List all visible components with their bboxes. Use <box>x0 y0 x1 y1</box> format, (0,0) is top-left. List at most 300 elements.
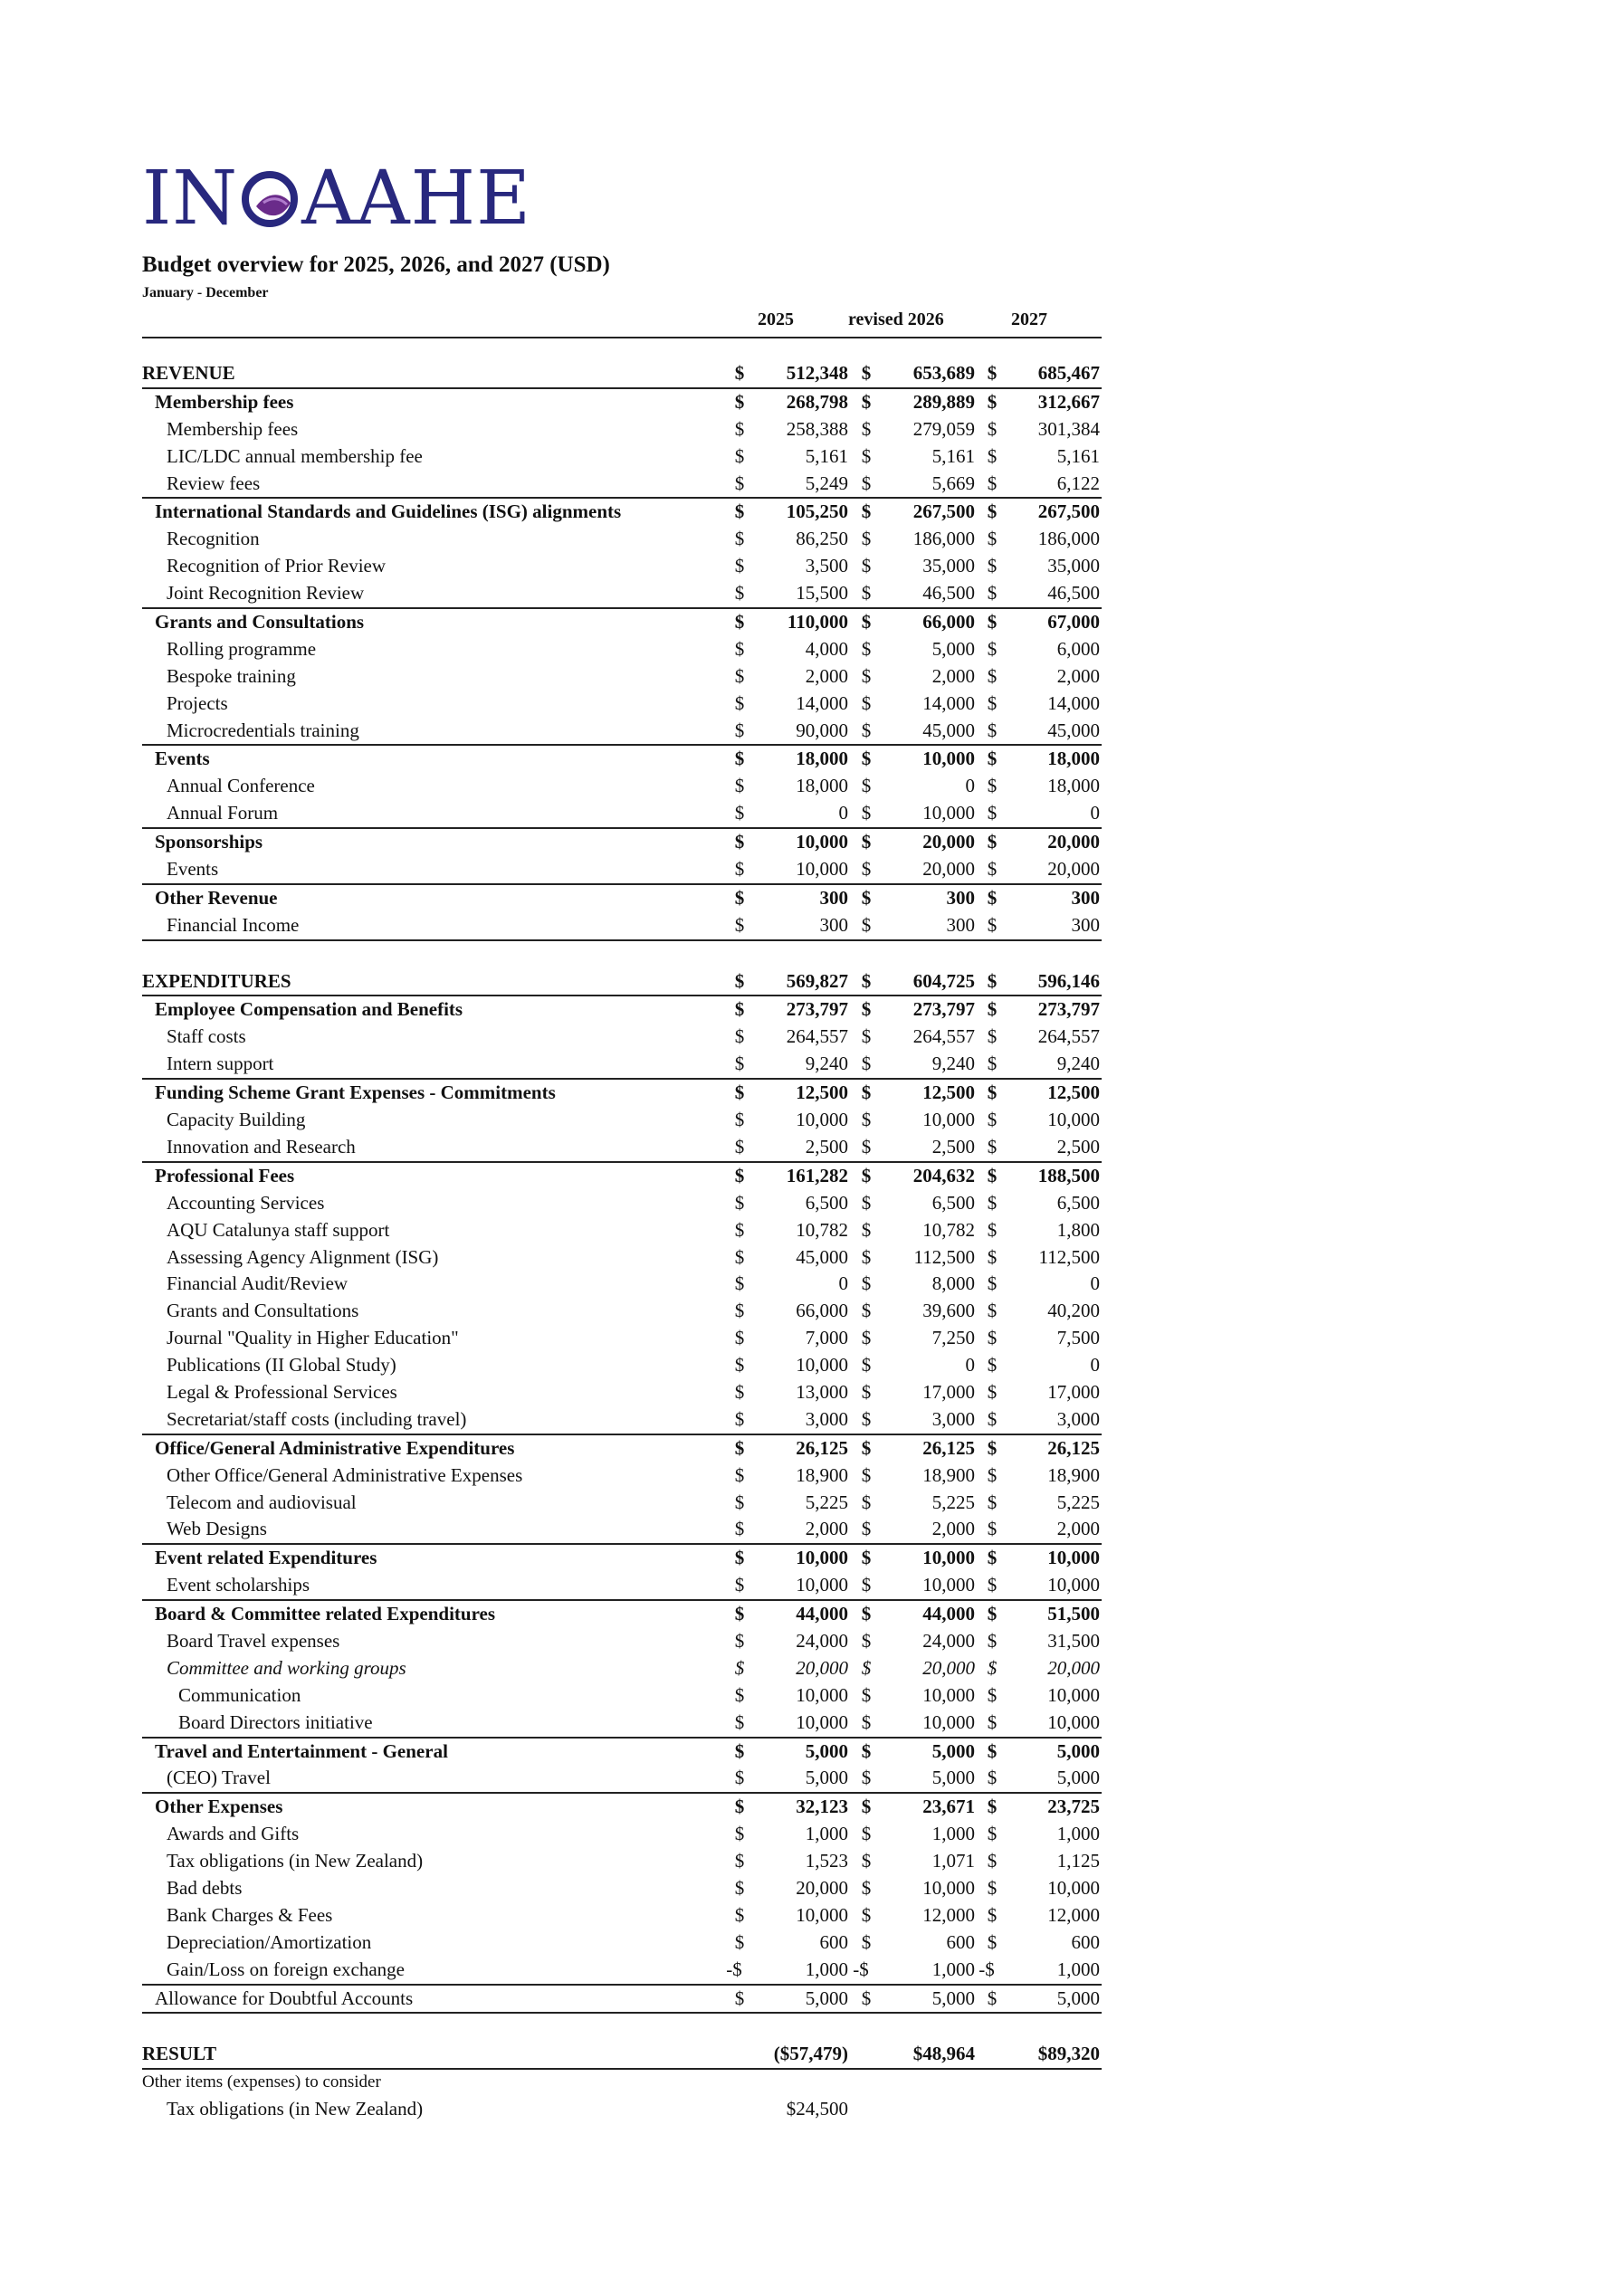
amount-cell: 18,900 <box>1047 1463 1100 1486</box>
amount-cell: 105,250 <box>786 500 848 523</box>
row-label: Legal & Professional Services <box>167 1380 397 1403</box>
row-label: Publications (II Global Study) <box>167 1354 396 1377</box>
amount-cell: 10,000 <box>796 831 848 853</box>
currency-symbol: -$ <box>853 1958 869 1980</box>
amount-cell: 23,725 <box>1047 1796 1100 1818</box>
currency-symbol: $ <box>734 1903 745 1926</box>
amount-cell: 10,000 <box>1047 1876 1100 1899</box>
amount-cell: 14,000 <box>1047 691 1100 714</box>
amount-cell: 204,632 <box>912 1164 975 1186</box>
spacer-row <box>142 2014 1102 2041</box>
amount-cell: 5,000 <box>931 637 975 660</box>
currency-symbol: $ <box>987 1491 998 1513</box>
amount-cell: 258,388 <box>786 417 848 440</box>
row-label: Events <box>167 858 219 881</box>
row-label: Event related Expenditures <box>155 1547 377 1569</box>
table-row <box>142 995 1102 1024</box>
currency-symbol: $ <box>734 1053 745 1075</box>
other-items-value: $24,500 <box>786 2098 848 2120</box>
currency-symbol: $ <box>987 1767 998 1789</box>
amount-cell: 569,827 <box>786 969 848 992</box>
amount-cell: 17,000 <box>1047 1380 1100 1403</box>
row-label: Accounting Services <box>167 1191 325 1214</box>
table-row <box>142 1298 1102 1325</box>
table-row <box>142 1190 1102 1217</box>
table-row <box>142 636 1102 663</box>
amount-cell: 5,161 <box>931 444 975 467</box>
row-label: Bespoke training <box>167 664 296 687</box>
currency-symbol: $ <box>861 555 872 577</box>
currency-symbol: $ <box>987 831 998 853</box>
currency-symbol: $ <box>734 390 745 413</box>
currency-symbol: $ <box>734 1354 745 1377</box>
amount-cell: 18,000 <box>1047 775 1100 797</box>
amount-cell: 13,000 <box>796 1380 848 1403</box>
currency-symbol: $ <box>861 1245 872 1268</box>
table-row <box>142 1406 1102 1434</box>
currency-symbol: $ <box>734 528 745 550</box>
currency-symbol: $ <box>734 1739 745 1762</box>
currency-symbol: $ <box>734 719 745 741</box>
table-row <box>142 1051 1102 1078</box>
currency-symbol: $ <box>987 1629 998 1652</box>
currency-symbol: $ <box>861 1986 872 2009</box>
amount-cell: 24,000 <box>796 1629 848 1652</box>
currency-symbol: $ <box>861 858 872 881</box>
currency-symbol: $ <box>861 1767 872 1789</box>
currency-symbol: $ <box>734 1491 745 1513</box>
currency-symbol: $ <box>861 1603 872 1625</box>
logo-q-icon <box>238 163 301 235</box>
amount-cell: 2,000 <box>805 664 848 687</box>
table-row <box>142 1628 1102 1655</box>
row-label: Funding Scheme Grant Expenses - Commitments <box>155 1081 556 1104</box>
amount-cell: 10,000 <box>922 1710 975 1733</box>
amount-cell: 300 <box>1071 886 1100 909</box>
currency-symbol: $ <box>861 719 872 741</box>
column-header-2026: revised 2026 <box>848 310 944 329</box>
currency-symbol: $ <box>987 1739 998 1762</box>
amount-cell: 5,000 <box>931 1767 975 1789</box>
amount-cell: 10,000 <box>922 802 975 824</box>
amount-cell: 10,000 <box>922 748 975 770</box>
currency-symbol: $ <box>734 1245 745 1268</box>
amount-cell: 20,000 <box>1047 858 1100 881</box>
amount-cell: 300 <box>1071 913 1100 936</box>
amount-cell: 1,000 <box>1056 1958 1100 1980</box>
amount-cell: 2,500 <box>931 1135 975 1158</box>
amount-cell: 10,000 <box>1047 1683 1100 1706</box>
budget-table <box>142 360 1102 2070</box>
row-label: Grants and Consultations <box>155 611 365 634</box>
amount-cell: 5,000 <box>1056 1767 1100 1789</box>
currency-symbol: $ <box>861 582 872 605</box>
amount-cell: 312,667 <box>1037 390 1100 413</box>
currency-symbol: $ <box>861 831 872 853</box>
currency-symbol: $ <box>734 1327 745 1349</box>
column-header-2027: 2027 <box>1011 310 1047 329</box>
currency-symbol: $ <box>734 555 745 577</box>
row-label: Financial Audit/Review <box>167 1272 348 1295</box>
row-label: Bad debts <box>167 1876 243 1899</box>
amount-cell: 86,250 <box>796 528 848 550</box>
currency-symbol: $ <box>734 1218 745 1241</box>
amount-cell: 26,125 <box>1047 1436 1100 1459</box>
table-row <box>142 1352 1102 1379</box>
column-header-row <box>142 308 1102 338</box>
amount-cell: 3,000 <box>931 1407 975 1430</box>
currency-symbol: $ <box>861 1407 872 1430</box>
row-label: Grants and Consultations <box>167 1300 359 1322</box>
document-title: Budget overview for 2025, 2026, and 2027 (USD) <box>142 252 610 277</box>
currency-symbol: $ <box>987 1796 998 1818</box>
row-label: Events <box>155 748 210 770</box>
currency-symbol: -$ <box>979 1958 995 1980</box>
amount-cell: 7,250 <box>931 1327 975 1349</box>
currency-symbol: $ <box>861 1081 872 1104</box>
amount-cell: 20,000 <box>922 1656 975 1679</box>
amount-cell: 0 <box>1090 1272 1100 1295</box>
amount-cell: 5,161 <box>805 444 848 467</box>
amount-cell: 1,000 <box>931 1823 975 1845</box>
row-label: Professional Fees <box>155 1164 295 1186</box>
currency-symbol: $ <box>734 1380 745 1403</box>
row-label: Financial Income <box>167 913 300 936</box>
amount-cell: 8,000 <box>931 1272 975 1295</box>
amount-cell: 5,225 <box>805 1491 848 1513</box>
amount-cell: 300 <box>819 913 848 936</box>
table-row <box>142 1710 1102 1737</box>
amount-cell: 10,000 <box>796 1574 848 1596</box>
currency-symbol: $ <box>734 1656 745 1679</box>
currency-symbol: $ <box>987 1876 998 1899</box>
currency-symbol: $ <box>734 1081 745 1104</box>
amount-cell: 188,500 <box>1037 1164 1100 1186</box>
row-label: Recognition <box>167 528 260 550</box>
amount-cell: 2,000 <box>931 1518 975 1540</box>
amount-cell: 5,225 <box>1056 1491 1100 1513</box>
amount-cell: 273,797 <box>912 998 975 1021</box>
row-label: Staff costs <box>167 1025 246 1048</box>
currency-symbol: $ <box>734 831 745 853</box>
currency-symbol: $ <box>861 1354 872 1377</box>
amount-cell: 6,500 <box>1056 1191 1100 1214</box>
currency-symbol: $ <box>987 1603 998 1625</box>
currency-symbol: $ <box>861 1463 872 1486</box>
amount-cell: 596,146 <box>1037 969 1100 992</box>
amount-cell: 279,059 <box>912 417 975 440</box>
currency-symbol: $ <box>734 748 745 770</box>
amount-cell: 300 <box>946 913 975 936</box>
currency-symbol: $ <box>734 1164 745 1186</box>
amount-cell: 5,000 <box>1056 1739 1100 1762</box>
amount-cell: 5,249 <box>805 472 848 494</box>
currency-symbol: $ <box>987 802 998 824</box>
amount-cell: 4,000 <box>805 637 848 660</box>
row-label: Tax obligations (in New Zealand) <box>167 1850 424 1872</box>
amount-cell: 161,282 <box>786 1164 848 1186</box>
amount-cell: 18,900 <box>922 1463 975 1486</box>
amount-cell: 20,000 <box>1047 831 1100 853</box>
amount-cell: 10,000 <box>922 1574 975 1596</box>
amount-cell: 273,797 <box>786 998 848 1021</box>
currency-symbol: $ <box>861 1710 872 1733</box>
currency-symbol: $ <box>861 1491 872 1513</box>
currency-symbol: $ <box>861 691 872 714</box>
amount-cell: 268,798 <box>786 390 848 413</box>
row-label: Secretariat/staff costs (including travel) <box>167 1407 467 1430</box>
amount-cell: 5,000 <box>805 1767 848 1789</box>
table-row <box>142 1848 1102 1875</box>
amount-cell: 289,889 <box>912 390 975 413</box>
amount-cell: 112,500 <box>1038 1245 1100 1268</box>
currency-symbol: $ <box>861 802 872 824</box>
amount-cell: 10,000 <box>922 1547 975 1569</box>
currency-symbol: $ <box>861 748 872 770</box>
amount-cell: 44,000 <box>796 1603 848 1625</box>
currency-symbol: $ <box>734 969 745 992</box>
row-label: Bank Charges & Fees <box>167 1903 333 1926</box>
table-row <box>142 1737 1102 1766</box>
amount-cell: 264,557 <box>786 1025 848 1048</box>
row-label: Other Revenue <box>155 886 278 909</box>
currency-symbol: $ <box>861 1547 872 1569</box>
currency-symbol: $ <box>734 637 745 660</box>
currency-symbol: $ <box>861 444 872 467</box>
currency-symbol: $ <box>734 1463 745 1486</box>
currency-symbol: $ <box>734 611 745 634</box>
amount-cell: 6,500 <box>931 1191 975 1214</box>
table-row <box>142 1379 1102 1406</box>
row-label: Gain/Loss on foreign exchange <box>167 1958 406 1980</box>
amount-cell: 3,500 <box>805 555 848 577</box>
currency-symbol: $ <box>861 1218 872 1241</box>
amount-cell: 26,125 <box>922 1436 975 1459</box>
amount-cell: 600 <box>819 1930 848 1953</box>
currency-symbol: $ <box>734 913 745 936</box>
currency-symbol: $ <box>987 1710 998 1733</box>
currency-symbol: $ <box>861 1164 872 1186</box>
currency-symbol: $ <box>987 1053 998 1075</box>
currency-symbol: $ <box>734 582 745 605</box>
currency-symbol: $ <box>987 1218 998 1241</box>
amount-cell: 604,725 <box>912 969 975 992</box>
amount-cell: 264,557 <box>1037 1025 1100 1048</box>
amount-cell: 10,000 <box>796 1710 848 1733</box>
row-label: Intern support <box>167 1053 274 1075</box>
amount-cell: 600 <box>1071 1930 1100 1953</box>
row-label: Telecom and audiovisual <box>167 1491 357 1513</box>
currency-symbol: $ <box>861 1796 872 1818</box>
currency-symbol: $ <box>861 664 872 687</box>
amount-cell: 35,000 <box>922 555 975 577</box>
amount-cell: 10,000 <box>922 1109 975 1131</box>
currency-symbol: $ <box>734 1547 745 1569</box>
row-label: Awards and Gifts <box>167 1823 300 1845</box>
amount-cell: 6,000 <box>1056 637 1100 660</box>
currency-symbol: $ <box>987 775 998 797</box>
currency-symbol: $ <box>734 1876 745 1899</box>
amount-cell: 9,240 <box>931 1053 975 1075</box>
currency-symbol: $ <box>987 528 998 550</box>
amount-cell: 20,000 <box>922 831 975 853</box>
amount-cell: 10,000 <box>796 1903 848 1926</box>
amount-cell: 301,384 <box>1037 417 1100 440</box>
table-row <box>142 1765 1102 1792</box>
table-row <box>142 1902 1102 1929</box>
currency-symbol: $ <box>987 1547 998 1569</box>
amount-cell: 10,000 <box>922 1683 975 1706</box>
amount-cell: 12,500 <box>796 1081 848 1104</box>
amount-cell: 3,000 <box>805 1407 848 1430</box>
amount-cell: 1,523 <box>805 1850 848 1872</box>
table-row <box>142 1792 1102 1821</box>
row-label: Other Office/General Administrative Expenses <box>167 1463 523 1486</box>
currency-symbol: $ <box>861 1903 872 1926</box>
table-row <box>142 416 1102 443</box>
currency-symbol: $ <box>987 1272 998 1295</box>
currency-symbol: $ <box>734 1109 745 1131</box>
row-label: REVENUE <box>142 362 235 384</box>
amount-cell: 12,000 <box>922 1903 975 1926</box>
amount-cell: 273,797 <box>1037 998 1100 1021</box>
amount-cell: 32,123 <box>796 1796 848 1818</box>
row-label: LIC/LDC annual membership fee <box>167 444 423 467</box>
amount-cell: 12,500 <box>1047 1081 1100 1104</box>
currency-symbol: $ <box>861 1739 872 1762</box>
row-label: RESULT <box>142 2043 217 2065</box>
table-row <box>142 1325 1102 1352</box>
currency-symbol: $ <box>861 775 872 797</box>
table-row <box>142 1462 1102 1490</box>
currency-symbol: $ <box>861 1930 872 1953</box>
currency-symbol: $ <box>987 1656 998 1679</box>
currency-symbol: $ <box>987 1081 998 1104</box>
currency-symbol: $ <box>861 1823 872 1845</box>
table-row <box>142 718 1102 745</box>
amount-cell: 66,000 <box>796 1300 848 1322</box>
currency-symbol: $ <box>987 1135 998 1158</box>
table-row <box>142 1107 1102 1134</box>
currency-symbol: $ <box>861 1876 872 1899</box>
amount-cell: 5,225 <box>931 1491 975 1513</box>
amount-cell: 31,500 <box>1047 1629 1100 1652</box>
document-subtitle: January - December <box>142 285 269 300</box>
table-row <box>142 968 1102 996</box>
currency-symbol: $ <box>734 1683 745 1706</box>
amount-cell: 10,000 <box>922 1876 975 1899</box>
currency-symbol: $ <box>734 664 745 687</box>
row-label: Membership fees <box>167 417 299 440</box>
currency-symbol: $ <box>987 555 998 577</box>
currency-symbol: $ <box>987 1300 998 1322</box>
amount-cell: 51,500 <box>1047 1603 1100 1625</box>
currency-symbol: $ <box>987 611 998 634</box>
currency-symbol: $ <box>987 1930 998 1953</box>
row-label: Board & Committee related Expenditures <box>155 1603 496 1625</box>
currency-symbol: $ <box>987 444 998 467</box>
row-label: Office/General Administrative Expenditures <box>155 1436 515 1459</box>
amount-cell: 10,782 <box>796 1218 848 1241</box>
amount-cell: 186,000 <box>1037 528 1100 550</box>
amount-cell: 3,000 <box>1056 1407 1100 1430</box>
row-label: Committee and working groups <box>167 1656 406 1679</box>
currency-symbol: $ <box>734 998 745 1021</box>
row-label: Recognition of Prior Review <box>167 555 387 577</box>
currency-symbol: $ <box>734 1850 745 1872</box>
currency-symbol: $ <box>861 886 872 909</box>
amount-cell: 1,800 <box>1056 1218 1100 1241</box>
row-label: Depreciation/Amortization <box>167 1930 372 1953</box>
table-row <box>142 1434 1102 1462</box>
row-label: (CEO) Travel <box>167 1767 271 1789</box>
table-row <box>142 744 1102 773</box>
table-row <box>142 471 1102 498</box>
other-items-label: Tax obligations (in New Zealand) <box>167 2098 424 2120</box>
table-row <box>142 691 1102 718</box>
amount-cell: 14,000 <box>796 691 848 714</box>
amount-cell: 18,000 <box>796 775 848 797</box>
amount-cell: 10,000 <box>796 858 848 881</box>
currency-symbol: $ <box>861 1380 872 1403</box>
table-row <box>142 1134 1102 1161</box>
amount-cell: 12,000 <box>1047 1903 1100 1926</box>
amount-cell: 264,557 <box>912 1025 975 1048</box>
amount-cell: 24,000 <box>922 1629 975 1652</box>
currency-symbol: $ <box>734 691 745 714</box>
currency-symbol: $ <box>987 390 998 413</box>
amount-cell: 10,000 <box>1047 1710 1100 1733</box>
currency-symbol: $ <box>734 1191 745 1214</box>
amount-cell: 6,500 <box>805 1191 848 1214</box>
amount-cell: 18,000 <box>796 748 848 770</box>
currency-symbol: $ <box>987 1903 998 1926</box>
table-row <box>142 1572 1102 1599</box>
currency-symbol: $ <box>861 1025 872 1048</box>
currency-symbol: $ <box>734 1436 745 1459</box>
currency-symbol: $ <box>987 1025 998 1048</box>
amount-cell: 10,000 <box>1047 1547 1100 1569</box>
table-row <box>142 1490 1102 1517</box>
amount-cell: 10,000 <box>796 1354 848 1377</box>
row-label: International Standards and Guidelines (ISG) alignments <box>155 500 622 523</box>
row-label: Allowance for Doubtful Accounts <box>155 1986 414 2009</box>
currency-symbol: $ <box>987 886 998 909</box>
row-label: Annual Forum <box>167 802 279 824</box>
currency-symbol: $ <box>987 1986 998 2009</box>
row-label: Communication <box>178 1683 301 1706</box>
currency-symbol: $ <box>861 611 872 634</box>
table-row <box>142 1217 1102 1244</box>
amount-cell: 20,000 <box>922 858 975 881</box>
currency-symbol: $ <box>987 1850 998 1872</box>
amount-cell: 600 <box>946 1930 975 1953</box>
table-row <box>142 800 1102 827</box>
currency-symbol: $ <box>734 1823 745 1845</box>
amount-cell: 5,000 <box>931 1739 975 1762</box>
row-label: Membership fees <box>155 390 294 413</box>
amount-cell: 18,900 <box>796 1463 848 1486</box>
amount-cell: ($57,479) <box>773 2043 848 2065</box>
currency-symbol: $ <box>734 1767 745 1789</box>
amount-cell: 5,669 <box>931 472 975 494</box>
logo-wordmark <box>142 156 531 242</box>
table-row <box>142 1682 1102 1710</box>
currency-symbol: $ <box>861 1629 872 1652</box>
row-label: Web Designs <box>167 1518 267 1540</box>
currency-symbol: $ <box>987 719 998 741</box>
row-label: Assessing Agency Alignment (ISG) <box>167 1245 439 1268</box>
